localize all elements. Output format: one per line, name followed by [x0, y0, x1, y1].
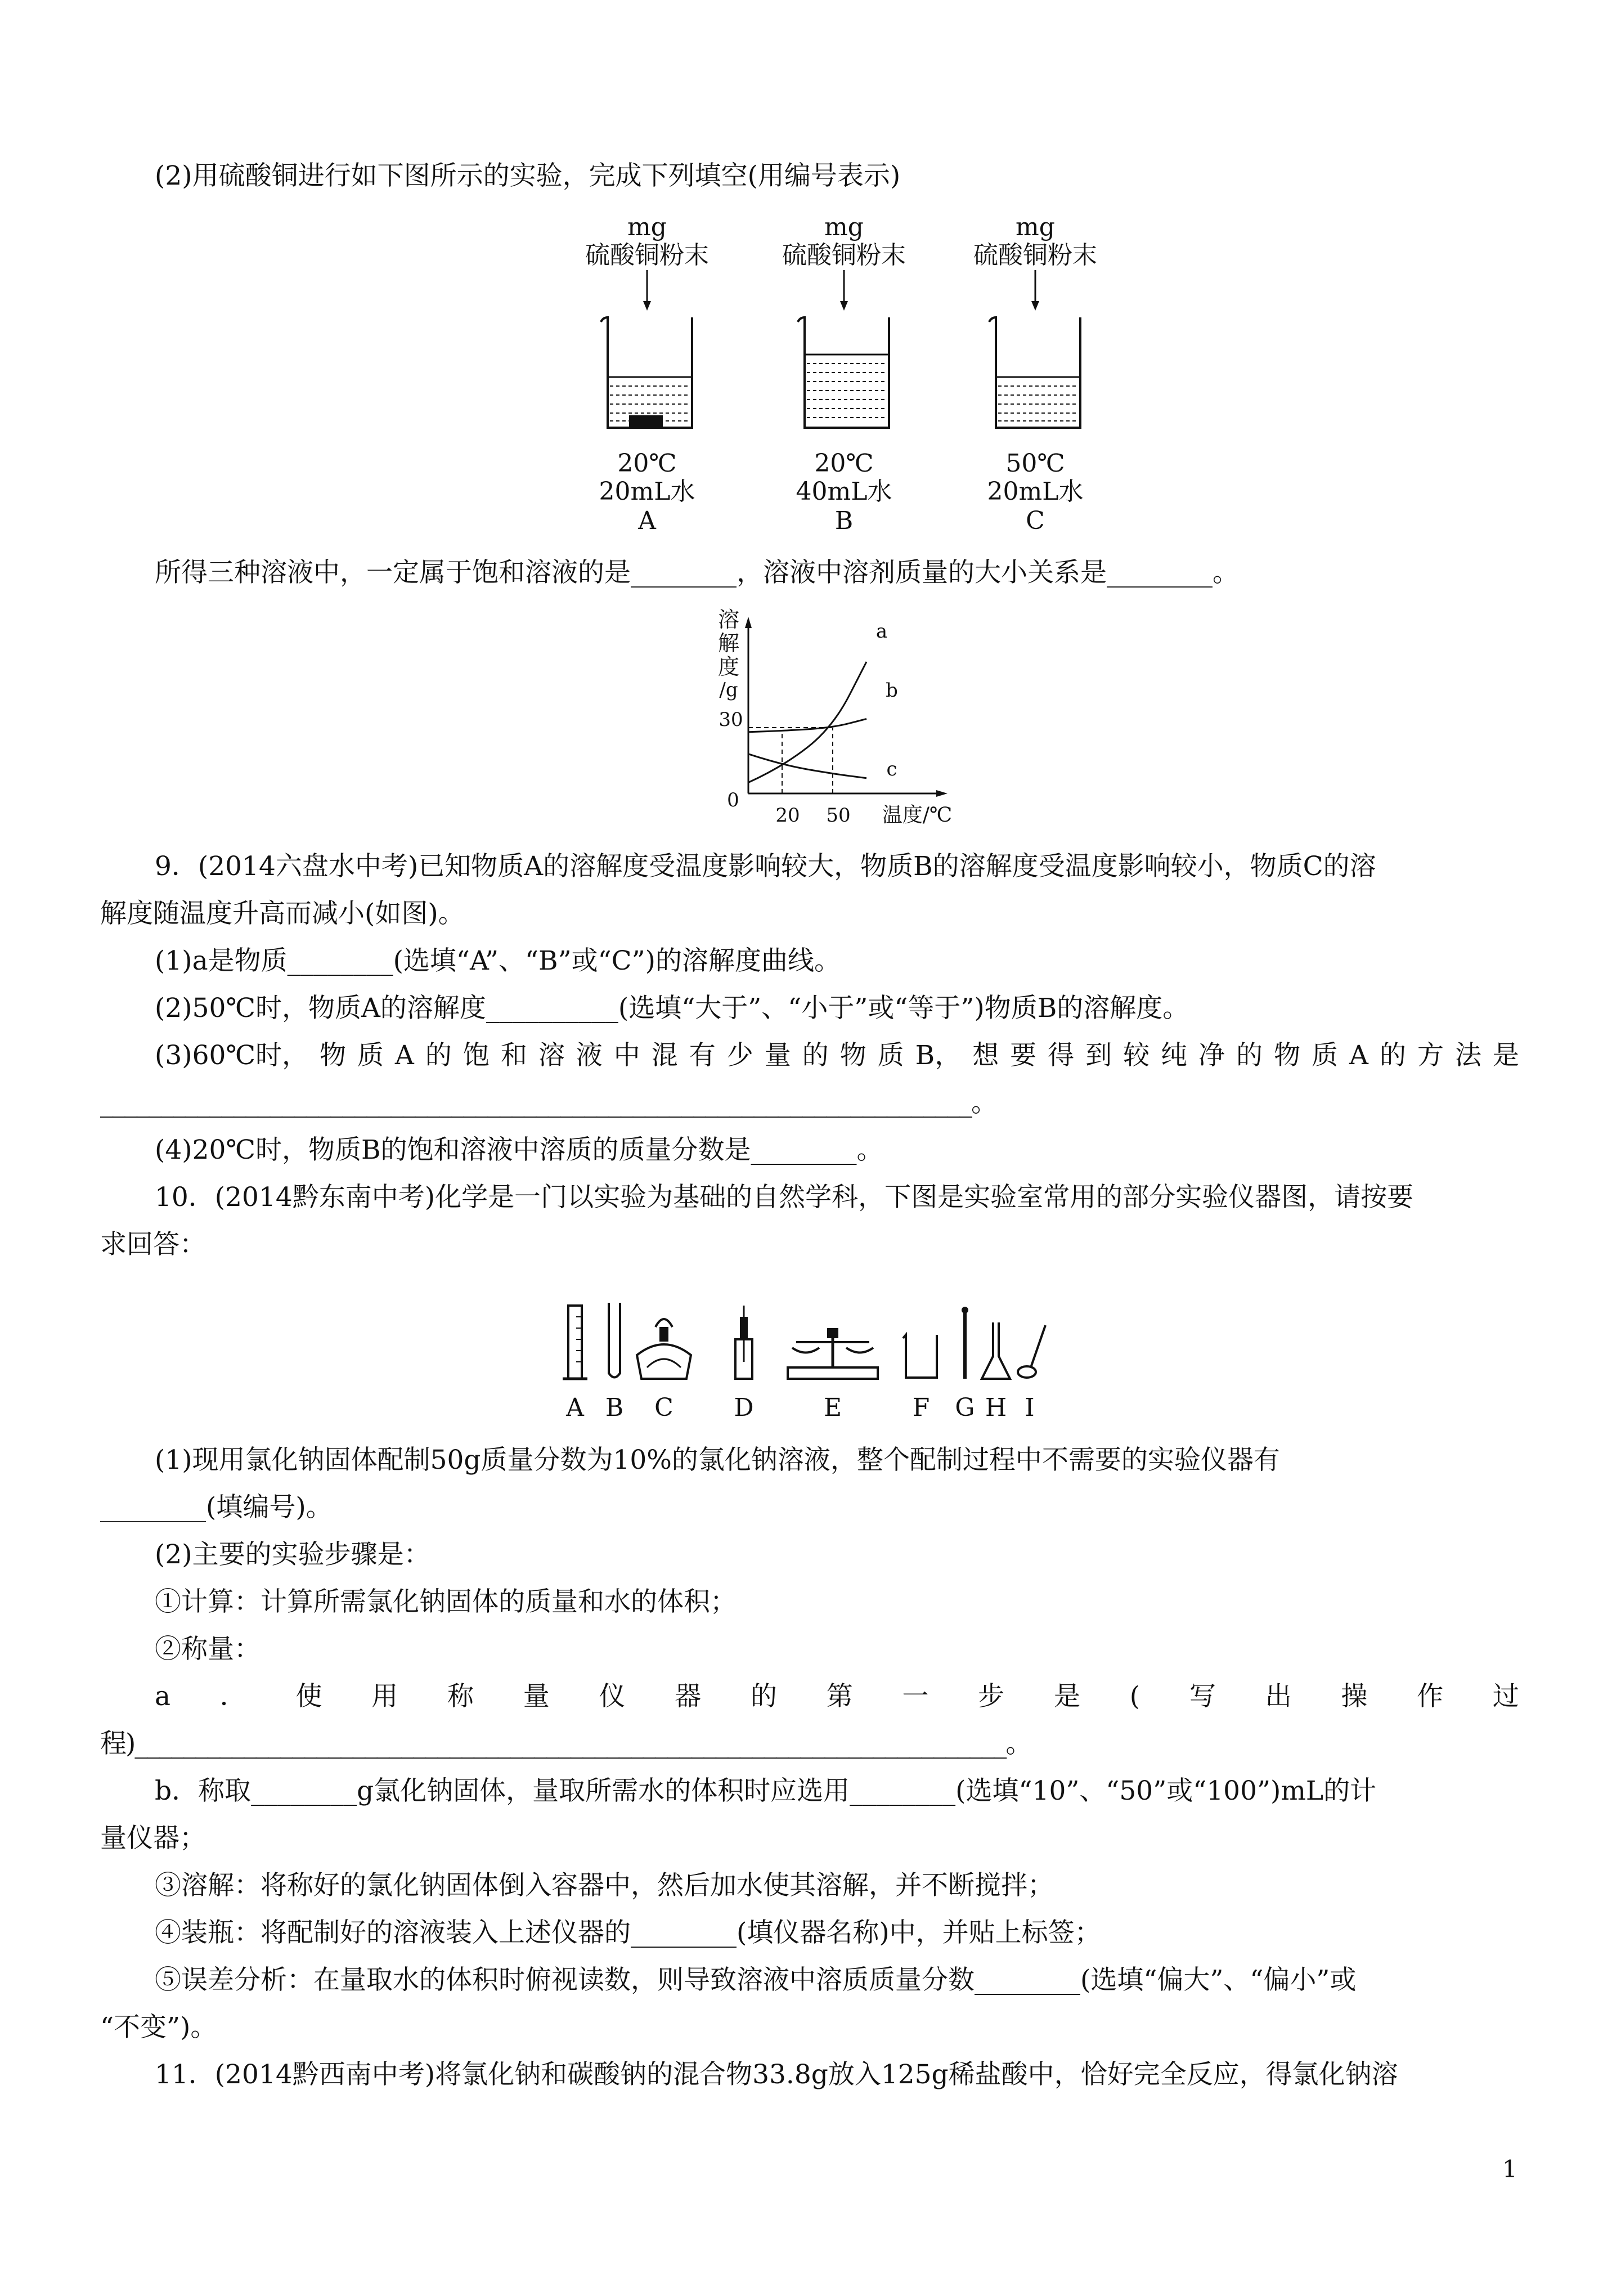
q10-line2: 求回答：	[100, 1229, 206, 1260]
q10-step-a-line1	[155, 1680, 1519, 1714]
q9-part3-blank: ________________________________________________________________________。	[100, 1087, 996, 1118]
instruments-drawing	[557, 1294, 1131, 1390]
beaker-a-drawing	[563, 270, 731, 439]
q10-step-a-char: 出	[1265, 1681, 1292, 1712]
q9-part3-char: 质	[357, 1040, 384, 1071]
chart-ylabel-3: 度	[717, 654, 739, 679]
beaker-a-mass: mg	[627, 213, 667, 241]
funnel-icon	[982, 1322, 1010, 1379]
dropper-bottle-icon	[735, 1306, 752, 1379]
solubility-chart	[715, 608, 973, 833]
instrument-label-g: G	[955, 1393, 975, 1422]
chart-ylabel-4: /g	[719, 679, 738, 701]
q10-step-a-char: 操	[1341, 1681, 1368, 1712]
beaker-b-temp: 20℃	[814, 449, 874, 478]
q11-line1: 11．(2014黔西南中考)将氯化钠和碳酸钠的混合物33.8g放入125g稀盐酸中，恰好完全反应，得氯化钠溶	[155, 2059, 1398, 2090]
q9-part3-char: 饱	[462, 1040, 490, 1071]
q9-line2: 解度随温度升高而减小(如图)。	[100, 898, 465, 929]
q9-part3-char: 溶	[538, 1040, 565, 1071]
q9-part3-char: 质	[1312, 1040, 1339, 1071]
beaker-b-drawing	[760, 270, 928, 439]
beaker-c-id: C	[1026, 506, 1045, 535]
q10-part1-line2: ________(填编号)。	[100, 1492, 333, 1523]
q10-step-a-char: 写	[1189, 1681, 1216, 1712]
q9-part3-char: 的	[802, 1040, 829, 1071]
beaker-b-id: B	[834, 506, 854, 535]
q9-part3-char: 要	[1010, 1040, 1037, 1071]
instrument-label-c: C	[654, 1393, 673, 1422]
instrument-label-i: I	[1025, 1393, 1035, 1422]
instrument-label-d: D	[734, 1393, 754, 1422]
q10-step-a-char: 步	[978, 1681, 1005, 1712]
x-axis-arrow	[936, 790, 948, 797]
q9-part3-char: 纯	[1161, 1040, 1188, 1071]
q10-step-a-char: 用	[371, 1681, 398, 1712]
curve-label-c: c	[886, 758, 897, 781]
q10-step1: ①计算：计算所需氯化钠固体的质量和水的体积；	[155, 1586, 737, 1617]
q9-part3-char: 的	[1236, 1040, 1263, 1071]
beaker-c-mass: mg	[1016, 213, 1055, 241]
q9-part3-char: 法	[1454, 1040, 1481, 1071]
spoon-icon	[1018, 1325, 1045, 1378]
beaker-b-mass: mg	[824, 213, 864, 241]
q10-part1-line1: (1)现用氯化钠固体配制50g质量分数为10%的氯化钠溶液，整个配制过程中不需要的实验仪器有	[155, 1445, 1280, 1476]
q8-part2-question: 所得三种溶液中，一定属于饱和溶液的是________，溶液中溶剂质量的大小关系是________。	[155, 557, 1239, 588]
beaker-experiment-figure	[563, 214, 1153, 540]
curve-b	[748, 719, 866, 732]
q10-step2: ②称量：	[155, 1634, 261, 1665]
q10-step5-line1: ⑤误差分析：在量取水的体积时俯视读数，则导致溶液中溶质质量分数________(选填“偏大”、“偏小”或	[155, 1965, 1357, 1995]
q10-step4: ④装瓶：将配制好的溶液装入上述仪器的________(填仪器名称)中，并贴上标签；	[155, 1917, 1101, 1948]
chart-origin-label: 0	[727, 789, 739, 811]
y-axis-arrow	[745, 617, 752, 628]
q10-step-b-line1: b．称取________g氯化钠固体，量取所需水的体积时应选用________(选填“10”、“50”或“100”)mL的计	[155, 1775, 1377, 1806]
beaker-a-water: 20mL水	[599, 477, 695, 506]
q10-step-a-char: 称	[447, 1681, 474, 1712]
instruments-figure	[557, 1294, 1131, 1424]
instrument-label-f: F	[912, 1393, 930, 1422]
instrument-label-e: E	[823, 1393, 842, 1422]
beaker-c-water: 20mL水	[987, 477, 1084, 506]
solubility-chart-plot	[715, 608, 973, 833]
beaker-c-drawing	[951, 270, 1120, 439]
beaker-c-group	[951, 214, 1120, 540]
q10-step-a-char: 一	[902, 1681, 929, 1712]
q10-step-a-char: 量	[523, 1681, 550, 1712]
curve-a	[748, 662, 866, 783]
q9-part3-char: 方	[1417, 1040, 1444, 1071]
beaker-c-temp: 50℃	[1005, 449, 1065, 478]
q10-step-b-line2: 量仪器；	[100, 1823, 206, 1854]
q9-part3-char: 物	[1274, 1040, 1301, 1071]
q9-part3-char: 到	[1085, 1040, 1112, 1071]
q10-step-a-char: (	[1129, 1681, 1140, 1712]
glass-rod-icon	[962, 1307, 968, 1379]
chart-ylabel-1: 溶	[717, 607, 739, 632]
test-tube-icon	[609, 1303, 620, 1378]
beaker-a-temp: 20℃	[617, 449, 677, 478]
instrument-label-a: A	[566, 1393, 584, 1422]
beaker-b-water: 40mL水	[796, 477, 892, 506]
q10-step-a-char: 第	[826, 1681, 853, 1712]
q10-step-a-char: a	[155, 1681, 171, 1712]
q9-part3-char: B，	[915, 1040, 962, 1071]
q9-part3-char: 质	[877, 1040, 904, 1071]
q9-part4: (4)20℃时，物质B的饱和溶液中溶质的质量分数是________。	[155, 1134, 883, 1165]
q9-part3-char: 的	[1379, 1040, 1406, 1071]
q10-line1: 10．(2014黔东南中考)化学是一门以实验为基础的自然学科，下图是实验室常用的部分实验仪器图，请按要	[155, 1182, 1414, 1213]
q9-part3-char: (3)60℃时，	[155, 1040, 308, 1071]
q9-part3-char: 液	[576, 1040, 603, 1071]
beaker-a-id: A	[638, 506, 656, 535]
chart-xtick-20: 20	[775, 804, 800, 827]
beaker-a-substance: 硫酸铜粉末	[585, 241, 709, 270]
balance-scale-icon	[788, 1328, 878, 1379]
q9-part3-char: 量	[764, 1040, 791, 1071]
q9-part3-char: A	[1349, 1040, 1368, 1071]
graduated-cylinder-icon	[563, 1306, 587, 1379]
chart-xtick-50: 50	[826, 804, 851, 827]
q9-part3-char: A	[394, 1040, 414, 1071]
page-number: 1	[1502, 2155, 1517, 2183]
chart-ytick-30: 30	[719, 708, 743, 731]
curve-label-b: b	[886, 679, 898, 702]
q10-step5-line2: “不变”)。	[100, 2012, 217, 2043]
q9-part3-char: 得	[1048, 1040, 1075, 1071]
instrument-label-b: B	[605, 1393, 624, 1422]
q10-part2: (2)主要的实验步骤是：	[155, 1539, 430, 1570]
q9-part1: (1)a是物质________(选填“A”、“B”或“C”)的溶解度曲线。	[155, 945, 841, 976]
q10-step-a-char: 使	[295, 1681, 322, 1712]
q10-step-a-line2: 程)________________________________________________________________________。	[100, 1728, 1031, 1759]
q10-step-a-char: 仪	[599, 1681, 626, 1712]
q10-step-a-char: 器	[675, 1681, 702, 1712]
beaker-icon	[903, 1335, 937, 1378]
q9-part3-char: 混	[651, 1040, 678, 1071]
q10-step-a-char: 的	[751, 1681, 778, 1712]
q9-part3-char: 物	[839, 1040, 866, 1071]
q10-step-a-char: 过	[1492, 1681, 1519, 1712]
q9-part2: (2)50℃时，物质A的溶解度__________(选填“大于”、“小于”或“等于”)物质B的溶解度。	[155, 993, 1189, 1024]
q9-part3-char: 和	[500, 1040, 527, 1071]
q9-part3-char: 想	[972, 1040, 999, 1071]
q9-line1: 9．(2014六盘水中考)已知物质A的溶解度受温度影响较大，物质B的溶解度受温度影响较小，物质C的溶	[155, 851, 1376, 882]
q9-part3-line1	[155, 1039, 1519, 1073]
alcohol-lamp-icon	[637, 1319, 691, 1379]
chart-xlabel: 温度/℃	[882, 804, 953, 827]
q9-part3-char: 是	[1492, 1040, 1519, 1071]
q10-step3: ③溶解：将称好的氯化钠固体倒入容器中，然后加水使其溶解，并不断搅拌；	[155, 1870, 1054, 1901]
q10-step-a-char: 作	[1417, 1681, 1444, 1712]
q9-part3-char: 较	[1123, 1040, 1150, 1071]
curve-label-a: a	[875, 620, 888, 643]
beaker-b-substance: 硫酸铜粉末	[782, 241, 906, 270]
q9-part3-char: 的	[425, 1040, 452, 1071]
chart-ylabel-2: 解	[717, 631, 739, 656]
beaker-b-group	[760, 214, 928, 540]
instrument-label-h: H	[985, 1393, 1007, 1422]
q9-part3-char: 净	[1198, 1040, 1225, 1071]
q9-part3-char: 物	[319, 1040, 346, 1071]
q10-step-a-char: 是	[1054, 1681, 1081, 1712]
q9-part3-char: 中	[613, 1040, 640, 1071]
q10-step-a-char: ．	[219, 1681, 246, 1712]
beaker-c-substance: 硫酸铜粉末	[973, 241, 1097, 270]
q9-part3-char: 有	[689, 1040, 716, 1071]
beaker-a-group	[563, 214, 731, 540]
q9-part3-char: 少	[726, 1040, 753, 1071]
q8-part2-intro: (2)用硫酸铜进行如下图所示的实验，完成下列填空(用编号表示)	[155, 160, 901, 191]
